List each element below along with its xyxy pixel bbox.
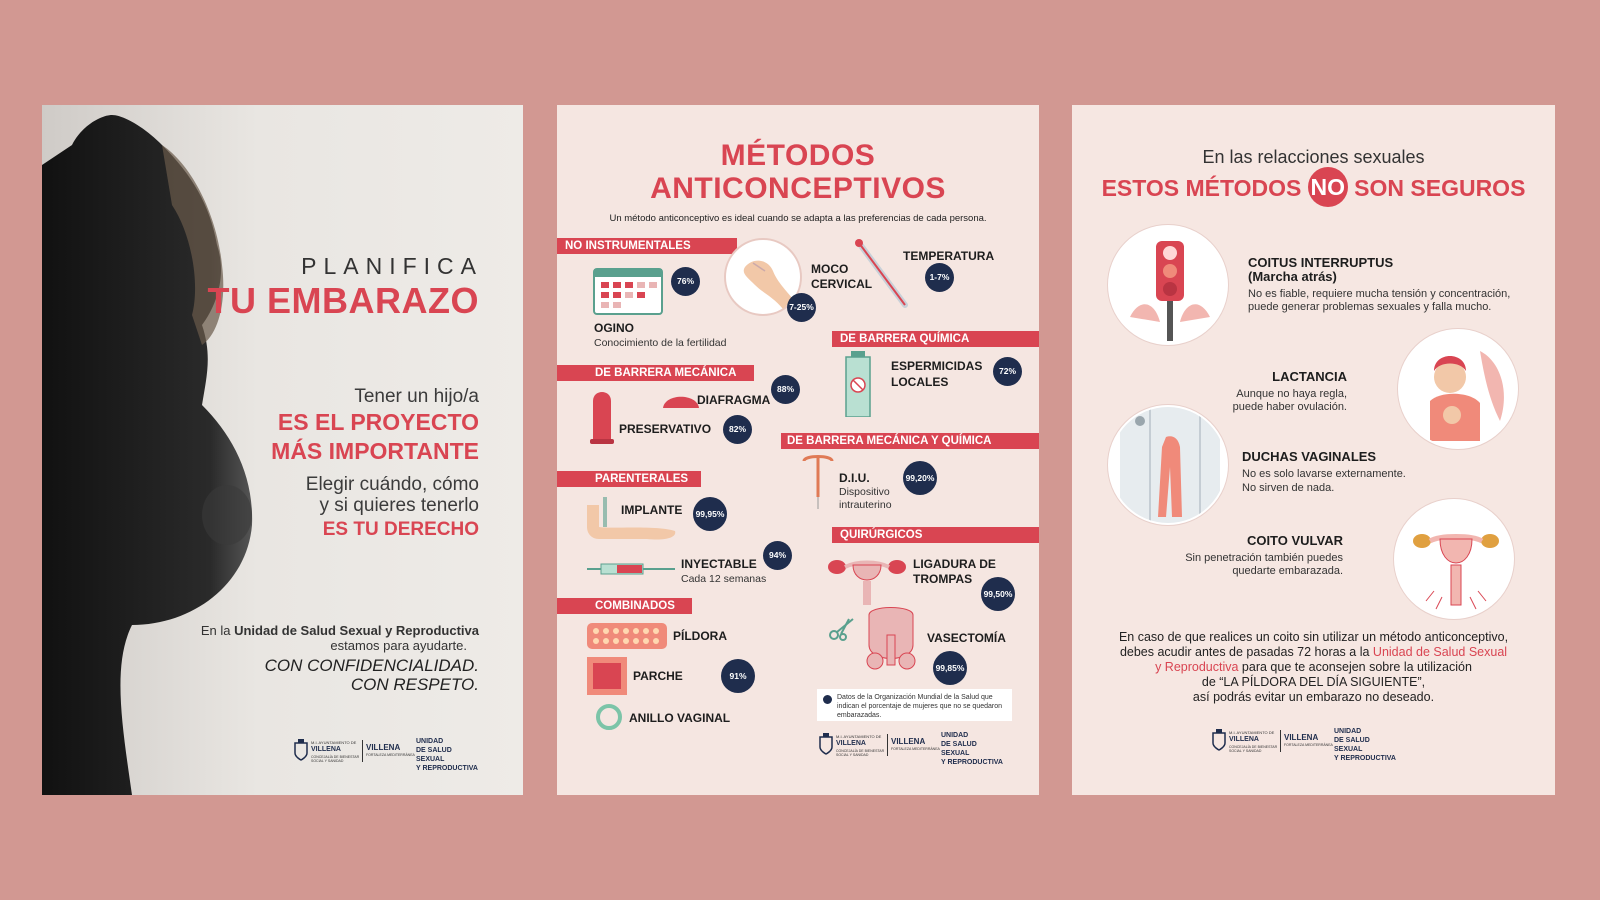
- condom-icon: [589, 387, 615, 445]
- text-confidencialidad: CON CONFIDENCIALIDAD.: [264, 656, 479, 675]
- footer-logos: M.I. AYUNTAMIENTO DE VILLENA CONCEJALÍA DE BIENESTAR SOCIAL Y SANIDAD VILLENA FORTALEZA MEDITERRÁNEA UNIDAD DE SALUD SEXUAL Y REPRODUCTIVA: [1212, 727, 1397, 757]
- label-anillo: ANILLO VAGINAL: [629, 711, 731, 725]
- label-implante: IMPLANTE: [621, 503, 683, 517]
- section-barrera-mixta: DE BARRERA MECÁNICA Y QUÍMICA: [781, 433, 1039, 449]
- text-duchas-2: No sirven de nada.: [1242, 482, 1335, 494]
- iud-icon: [801, 453, 835, 509]
- section-combinados: COMBINADOS: [557, 598, 692, 614]
- text-respeto: CON RESPETO.: [350, 675, 479, 694]
- pct-temperatura: 1-7%: [925, 263, 954, 292]
- section-parenterales: PARENTERALES: [557, 471, 701, 487]
- label-diu: D.I.U.: [839, 471, 870, 485]
- title-coito-vulvar: COITO VULVAR: [1246, 533, 1343, 548]
- poster-no-seguros: [1072, 105, 1555, 795]
- unit-name: Unidad de Salud Sexual y Reproductiva: [234, 623, 479, 638]
- section-barrera-mecanica: DE BARRERA MECÁNICA: [557, 365, 754, 381]
- text-vulvar-2: quedarte embarazada.: [1232, 565, 1343, 577]
- pct-diu: 99,20%: [903, 461, 937, 495]
- headline-proyecto: ES EL PROYECTO: [277, 409, 479, 435]
- text-lactancia-1: Aunque no haya regla,: [1236, 388, 1347, 400]
- uterus-tubes-icon: [827, 551, 907, 607]
- breastfeeding-illustration: [1398, 329, 1518, 449]
- syringe-icon: [587, 559, 677, 579]
- pct-implante: 99,95%: [693, 497, 727, 531]
- who-note: Datos de la Organización Mundial de la Salud que indican el porcentaje de mujeres que no se quedaron embarazadas.: [817, 689, 1012, 721]
- diaphragm-icon: [661, 389, 701, 409]
- poster-planifica: [42, 105, 523, 795]
- label-vasectomia: VASECTOMÍA: [927, 631, 1006, 645]
- section-no-instrumentales: NO INSTRUMENTALES: [557, 238, 737, 254]
- pct-espermicidas: 72%: [993, 357, 1022, 386]
- label-locales: LOCALES: [891, 375, 949, 389]
- desc-inyectable: Cada 12 semanas: [681, 573, 767, 585]
- pct-inyectable: 94%: [763, 541, 792, 570]
- male-reproductive-icon: [861, 605, 921, 671]
- traffic-light-illustration: [1108, 225, 1228, 345]
- pregnant-woman-silhouette-image: [42, 105, 302, 795]
- pct-ogino: 76%: [671, 267, 700, 296]
- coat-of-arms-icon: [819, 733, 833, 755]
- no-badge: NO: [1308, 167, 1348, 207]
- pct-diafragma: 88%: [771, 375, 800, 404]
- headline-importante: MÁS IMPORTANTE: [271, 438, 479, 464]
- text-coitus-1: No es fiable, requiere mucha tensión y concentración,: [1248, 288, 1511, 300]
- calendar-icon: [593, 265, 663, 315]
- label-cervical: CERVICAL: [811, 277, 873, 291]
- text-lactancia-2: puede haber ovulación.: [1232, 401, 1347, 413]
- uterus-illustration: [1394, 499, 1514, 619]
- text-unidad: En la Unidad de Salud Sexual y Reproductiva: [200, 623, 479, 638]
- pill-pack-icon: [587, 623, 667, 649]
- coat-of-arms-icon: [294, 739, 308, 761]
- label-ligadura: LIGADURA DE: [913, 557, 996, 571]
- traffic-light-icon: [1110, 227, 1228, 345]
- footer-logos: M.I. AYUNTAMIENTO DE VILLENA CONCEJALÍA DE BIENESTAR SOCIAL Y SANIDAD VILLENA FORTALEZA MEDITERRÁNEA UNIDAD DE SALUD SEXUAL Y REPRODUCTIVA: [294, 737, 479, 767]
- desc-ogino: Conocimiento de la fertilidad: [594, 337, 727, 349]
- label-trompas: TROMPAS: [913, 572, 973, 586]
- label-moco: MOCO: [811, 262, 849, 276]
- title-coitus: COITUS INTERRUPTUS: [1248, 255, 1394, 270]
- section-barrera-quimica: DE BARRERA QUÍMICA: [832, 331, 1039, 347]
- shower-illustration: [1108, 405, 1228, 525]
- poster-title: TU EMBARAZO: [207, 280, 479, 321]
- text-coitus-2: puede generar problemas sexuales y falla mucho.: [1248, 301, 1492, 313]
- uterus-icon: [1396, 501, 1514, 619]
- label-ogino: OGINO: [594, 321, 635, 335]
- text-si-quieres: y si quieres tenerlo: [319, 495, 479, 516]
- pct-combinados: 91%: [721, 659, 755, 693]
- emergency-contraception-text: En caso de que realices un coito sin utilizar un método anticonceptivo, debes acudir antes de pasadas 72 horas a la Unidad de Salud Sexual y Reproductiva para que te aconsejen sobre la utilización de “LA PÍLDORA DEL DÍA SIGUIENTE”, así podrás evitar un embarazo no deseado.: [1118, 630, 1509, 704]
- title-metodos: MÉTODOS: [720, 139, 876, 172]
- label-inyectable: INYECTABLE: [681, 557, 757, 571]
- spermicide-tube-icon: [843, 351, 873, 417]
- shower-icon: [1110, 407, 1228, 525]
- desc-diu-2: intrauterino: [839, 499, 892, 511]
- subtitle: Un método anticonceptivo es ideal cuando se adapta a las preferencias de cada persona.: [609, 213, 987, 224]
- text-duchas-1: No es solo lavarse externamente.: [1242, 468, 1406, 480]
- section-quirurgicos: QUIRÚRGICOS: [832, 527, 1039, 543]
- label-diafragma: DIAFRAGMA: [697, 393, 771, 407]
- title-anticonceptivos: ANTICONCEPTIVOS: [650, 172, 946, 205]
- desc-diu-1: Dispositivo: [839, 486, 890, 498]
- breastfeeding-icon: [1400, 331, 1518, 449]
- kicker-relaciones: En las relacciones sexuales: [1202, 147, 1425, 167]
- title-duchas: DUCHAS VAGINALES: [1242, 449, 1377, 464]
- title-no-seguros: ESTOS MÉTODOS NO SON SEGUROS: [1072, 173, 1555, 207]
- label-pildora: PÍLDORA: [673, 629, 727, 643]
- pct-ligadura: 99,50%: [981, 577, 1015, 611]
- text-ayudarte: estamos para ayudarte.: [330, 638, 467, 653]
- vaginal-ring-icon: [595, 703, 623, 731]
- unit-link: Unidad de Salud Sexual: [1372, 645, 1508, 659]
- text-elegir: Elegir cuándo, cómo: [305, 474, 479, 495]
- headline-derecho: ES TU DERECHO: [322, 519, 479, 540]
- poster-metodos: [557, 105, 1039, 795]
- label-temperatura: TEMPERATURA: [903, 249, 995, 263]
- subtitle-coitus: (Marcha atrás): [1248, 269, 1337, 284]
- planifica-kicker: PLANIFICA: [301, 253, 483, 279]
- text-tener-hijo: Tener un hijo/a: [354, 386, 479, 407]
- label-espermicidas: ESPERMICIDAS: [891, 359, 983, 373]
- text-vulvar-1: Sin penetración también puedes: [1185, 552, 1343, 564]
- label-preservativo: PRESERVATIVO: [619, 422, 712, 436]
- label-parche: PARCHE: [633, 669, 683, 683]
- pct-preservativo: 82%: [723, 415, 752, 444]
- pct-moco: 7-25%: [787, 293, 816, 322]
- footer-logos: M.I. AYUNTAMIENTO DE VILLENA CONCEJALÍA DE BIENESTAR SOCIAL Y SANIDAD VILLENA FORTALEZA MEDITERRÁNEA UNIDAD DE SALUD SEXUAL Y REPRODUCTIVA: [819, 731, 1004, 761]
- patch-icon: [587, 657, 627, 695]
- scissors-icon: [829, 617, 855, 641]
- title-lactancia: LACTANCIA: [1272, 369, 1347, 384]
- coat-of-arms-icon: [1212, 729, 1226, 751]
- pct-vasectomia: 99,85%: [933, 651, 967, 685]
- note-dot-icon: [823, 695, 832, 704]
